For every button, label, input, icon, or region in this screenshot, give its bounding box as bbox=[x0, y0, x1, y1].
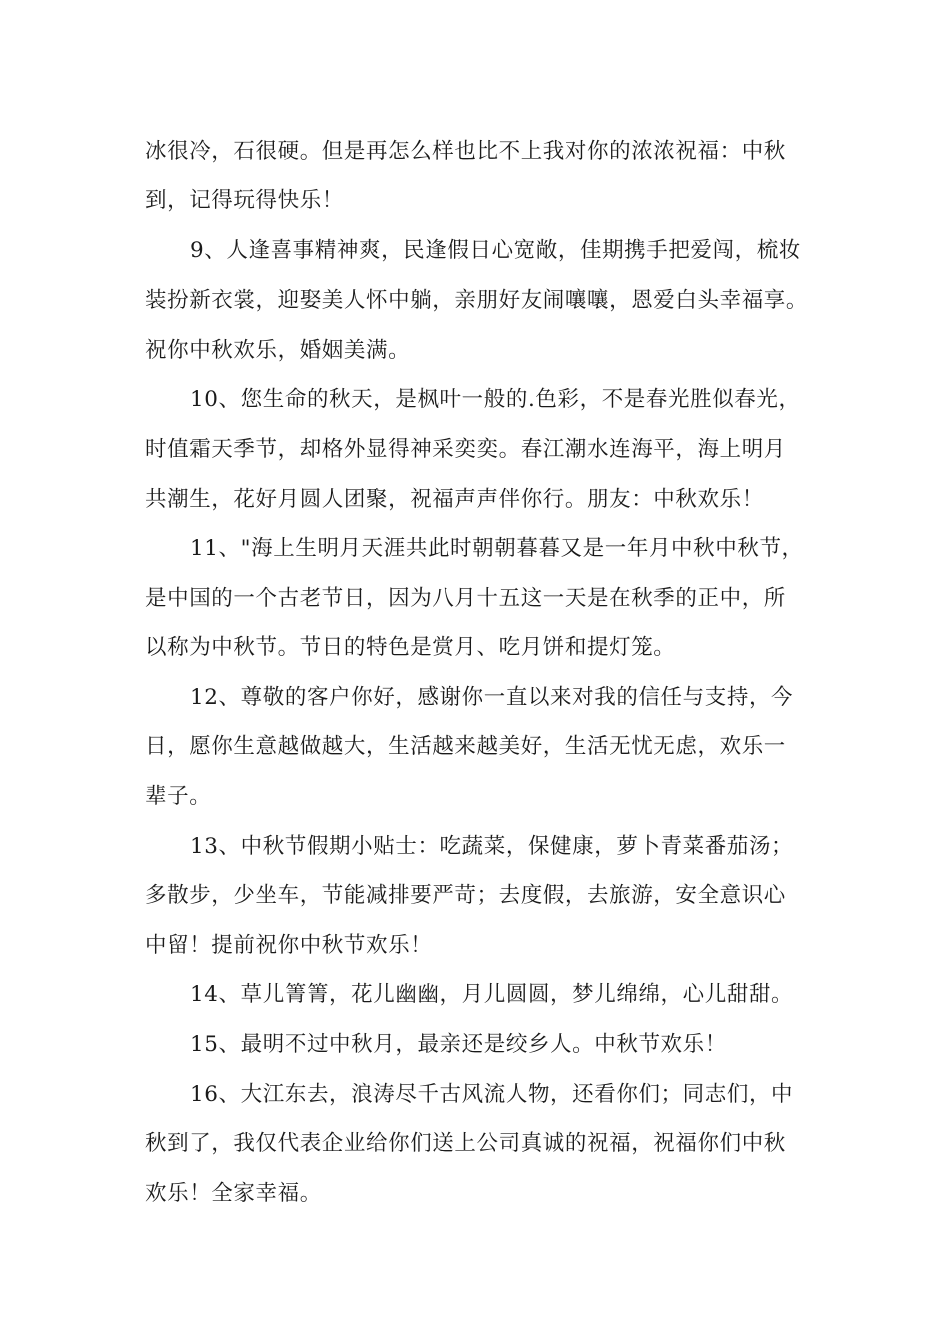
text-line: 多散步，少坐车，节能减排要严苛；去度假，去旅游，安全意识心 bbox=[145, 883, 786, 908]
text-line: 12、尊敬的客户你好，感谢你一直以来对我的信任与支持，今 bbox=[190, 685, 794, 710]
text-line: 秋到了，我仅代表企业给你们送上公司真诚的祝福，祝福你们中秋 bbox=[145, 1131, 786, 1156]
text-line: 时值霜天季节，却格外显得神采奕奕。春江潮水连海平，海上明月 bbox=[145, 437, 786, 462]
text-line: 是中国的一个古老节日，因为八月十五这一天是在秋季的正中，所 bbox=[145, 586, 786, 611]
text-line: 到，记得玩得快乐！ bbox=[145, 188, 344, 213]
text-line: 16、大江东去，浪涛尽千古风流人物，还看你们；同志们，中 bbox=[190, 1082, 794, 1107]
text-line: 共潮生，花好月圆人团聚，祝福声声伴你行。朋友：中秋欢乐！ bbox=[145, 487, 764, 512]
text-line: 装扮新衣裳，迎娶美人怀中躺，亲朋好友闹嚷嚷，恩爱白头幸福享。 bbox=[145, 288, 809, 313]
text-line: 辈子。 bbox=[145, 784, 212, 809]
text-line: 欢乐！全家幸福。 bbox=[145, 1181, 322, 1206]
text-line: 9、人逢喜事精神爽，民逢假日心宽敞，佳期携手把爱闯，梳妆 bbox=[190, 238, 801, 263]
text-line: 11、"海上生明月天涯共此时朝朝暮暮又是一年月中秋中秋节， bbox=[190, 536, 804, 561]
text-line: 10、您生命的秋天，是枫叶一般的.色彩，不是春光胜似春光， bbox=[190, 387, 801, 412]
text-line: 中留！提前祝你中秋节欢乐！ bbox=[145, 933, 433, 958]
text-line: 冰很冷，石很硬。但是再怎么样也比不上我对你的浓浓祝福：中秋 bbox=[145, 139, 786, 164]
text-line: 祝你中秋欢乐，婚姻美满。 bbox=[145, 338, 411, 363]
text-line: 以称为中秋节。节日的特色是赏月、吃月饼和提灯笼。 bbox=[145, 635, 676, 660]
text-line: 日，愿你生意越做越大，生活越来越美好，生活无忧无虑，欢乐一 bbox=[145, 734, 786, 759]
text-line: 15、最明不过中秋月，最亲还是绞乡人。中秋节欢乐！ bbox=[190, 1032, 727, 1057]
text-line: 13、中秋节假期小贴士：吃蔬菜，保健康，萝卜青菜番茄汤； bbox=[190, 834, 794, 859]
text-line: 14、草儿箐箐，花儿幽幽，月儿圆圆，梦儿绵绵，心儿甜甜。 bbox=[190, 982, 794, 1007]
